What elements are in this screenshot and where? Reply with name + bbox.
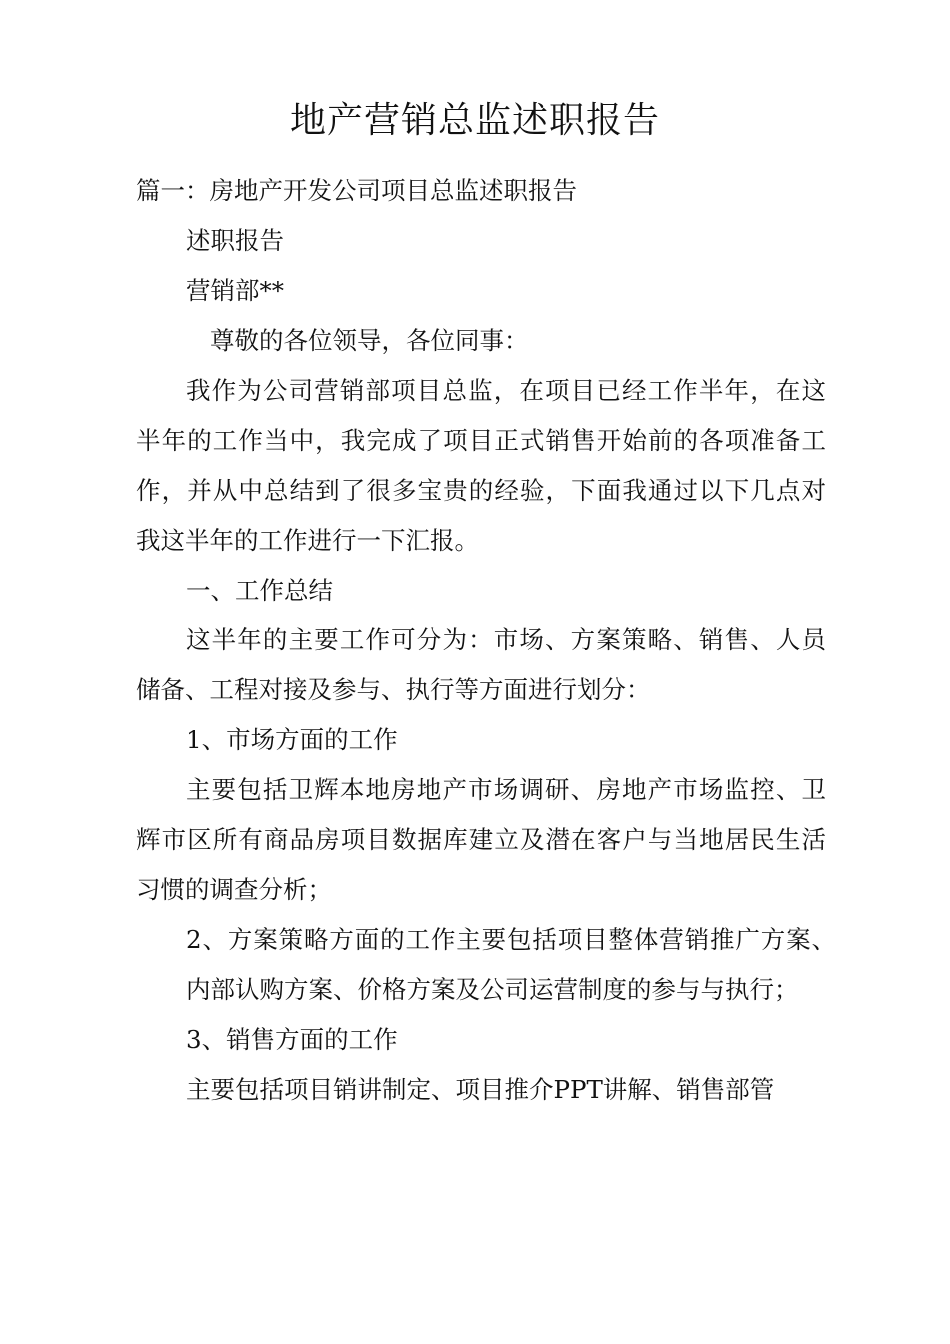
author-line: 营销部**	[186, 276, 284, 305]
paragraph-line: 主要包括项目销讲制定、项目推介PPT讲解、销售部管	[186, 1075, 775, 1104]
item-heading: 1、市场方面的工作	[186, 725, 398, 754]
section-heading: 篇一：房地产开发公司项目总监述职报告	[136, 176, 577, 205]
paragraph-line: 这半年的主要工作可分为：市场、方案策略、销售、人员	[186, 625, 826, 654]
paragraph-line: 我这半年的工作进行一下汇报。	[136, 526, 479, 555]
paragraph-line: 主要包括卫辉本地房地产市场调研、房地产市场监控、卫	[186, 775, 826, 804]
salutation: 尊敬的各位领导，各位同事：	[210, 326, 529, 355]
paragraph-line: 内部认购方案、价格方案及公司运营制度的参与与执行；	[186, 975, 799, 1004]
report-heading: 述职报告	[186, 226, 284, 255]
subsection-heading: 一、工作总结	[186, 576, 333, 605]
document-title: 地产营销总监述职报告	[289, 100, 660, 141]
paragraph-line: 辉市区所有商品房项目数据库建立及潜在客户与当地居民生活	[136, 825, 826, 854]
paragraph-line: 2、方案策略方面的工作主要包括项目整体营销推广方案、	[186, 925, 836, 954]
paragraph-line: 储备、工程对接及参与、执行等方面进行划分：	[136, 675, 651, 704]
paragraph-line: 我作为公司营销部项目总监，在项目已经工作半年，在这	[186, 376, 826, 405]
paragraph-line: 作，并从中总结到了很多宝贵的经验，下面我通过以下几点对	[136, 476, 826, 505]
item-heading: 3、销售方面的工作	[186, 1025, 398, 1054]
paragraph-line: 半年的工作当中，我完成了项目正式销售开始前的各项准备工	[136, 426, 826, 455]
paragraph-line: 习惯的调查分析；	[136, 875, 332, 904]
